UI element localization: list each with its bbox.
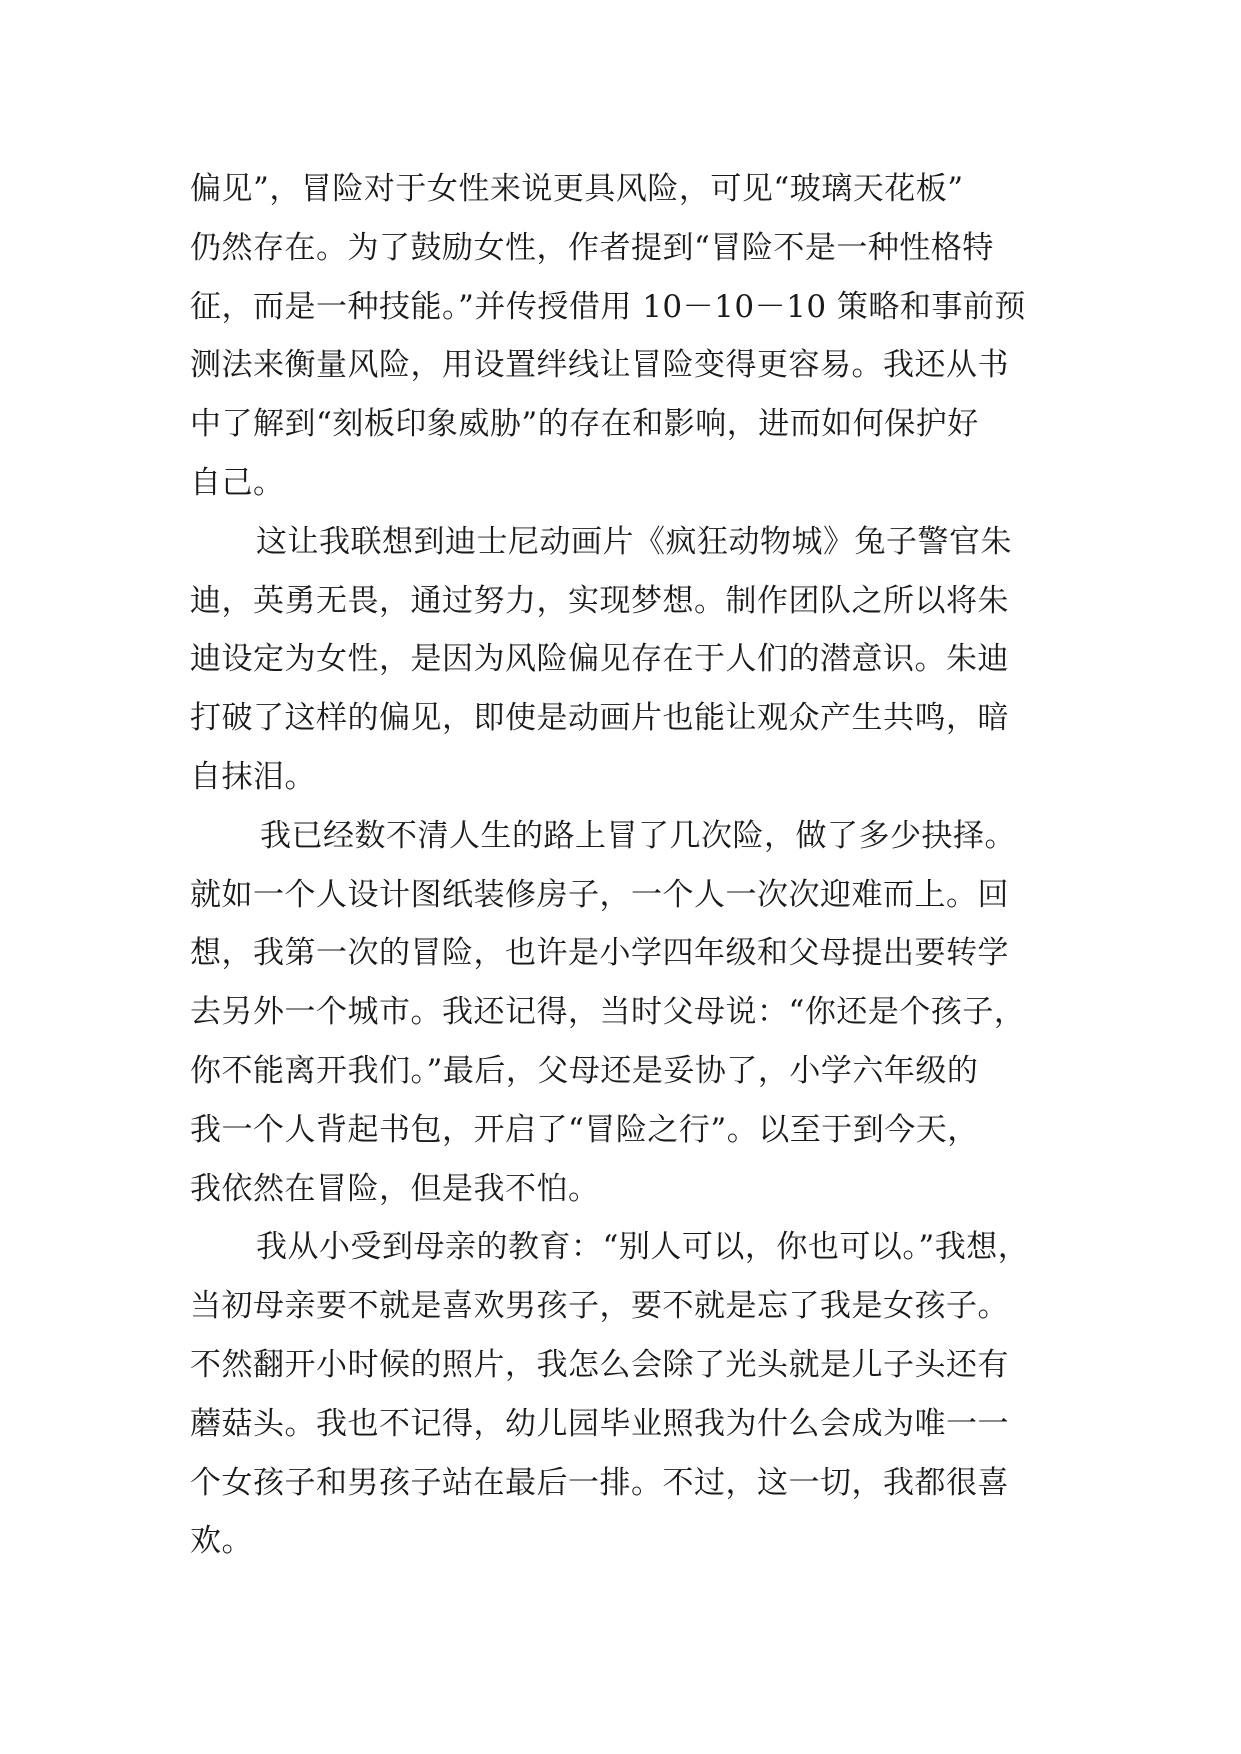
- paragraph-1: [190, 160, 1060, 513]
- text-line: 你不能离开我们。”最后，父母还是妥协了，小学六年级的: [190, 1052, 979, 1089]
- text-line: 欢。: [190, 1523, 253, 1560]
- text-line: 自抹泪。: [190, 758, 316, 795]
- text-line: 就如一个人设计图纸装修房子，一个人一次次迎难而上。回: [190, 876, 1009, 913]
- document-body: [190, 160, 1060, 1571]
- text-line: 去另外一个城市。我还记得，当时父母说：“你还是个孩子，: [190, 994, 1026, 1031]
- text-line: 打破了这样的偏见，即使是动画片也能让观众产生共鸣，暗: [190, 700, 1009, 737]
- text-line: 征，而是一种技能。”并传授借用 10－10－10 策略和事前预: [190, 288, 1026, 325]
- text-line: 想，我第一次的冒险，也许是小学四年级和父母提出要转学: [190, 935, 1009, 972]
- text-line: 不然翻开小时候的照片，我怎么会除了光头就是儿子头还有: [190, 1346, 1009, 1383]
- text-line: 仍然存在。为了鼓励女性，作者提到“冒险不是一种性格特: [190, 229, 994, 266]
- text-line: 测法来衡量风险，用设置绊线让冒险变得更容易。我还从书: [190, 347, 1009, 384]
- text-line: 我依然在冒险，但是我不怕。: [190, 1170, 600, 1207]
- text-line: 蘑菇头。我也不记得，幼儿园毕业照我为什么会成为唯一一: [190, 1405, 1009, 1442]
- paragraph-4: [190, 1218, 1060, 1571]
- text-line: 迪，英勇无畏，通过努力，实现梦想。制作团队之所以将朱: [190, 582, 1009, 619]
- text-line: 偏见”，冒险对于女性来说更具风险，可见“玻璃天花板”: [190, 171, 964, 207]
- text-line: 这让我联想到迪士尼动画片《疯狂动物城》兔子警官朱: [256, 523, 1012, 560]
- text-line: 中了解到“刻板印象威胁”的存在和影响，进而如何保护好: [190, 406, 979, 443]
- paragraph-3: [190, 807, 1060, 1219]
- text-line: 迪设定为女性，是因为风险偏见存在于人们的潜意识。朱迪: [190, 641, 1009, 678]
- text-line: 我从小受到母亲的教育：“别人可以，你也可以。”我想，: [256, 1229, 1030, 1266]
- paragraph-2: [190, 513, 1060, 807]
- text-line: 我已经数不清人生的路上冒了几次险，做了多少抉择。: [260, 817, 1016, 854]
- text-line: 当初母亲要不就是喜欢男孩子，要不就是忘了我是女孩子。: [190, 1288, 1009, 1325]
- text-line: 我一个人背起书包，开启了“冒险之行”。以至于到今天，: [190, 1111, 979, 1148]
- text-line: 个女孩子和男孩子站在最后一排。不过，这一切，我都很喜: [190, 1464, 1009, 1501]
- text-line: 自己。: [190, 464, 285, 501]
